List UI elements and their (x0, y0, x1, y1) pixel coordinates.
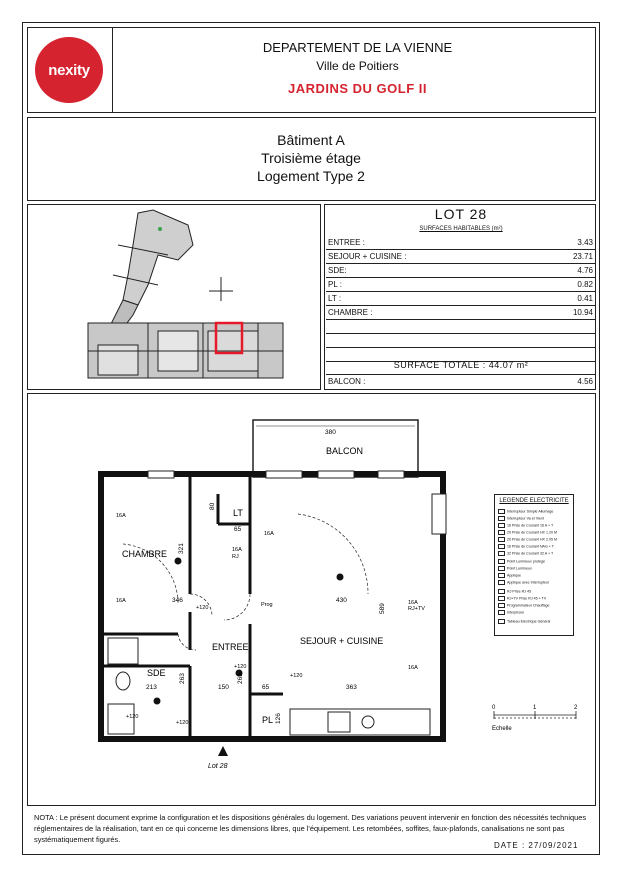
surface-label: LT : (328, 294, 342, 303)
scale-tick: 0 (492, 705, 496, 711)
electric-legend (494, 494, 574, 636)
lot-marker: Lot 28 (208, 763, 228, 770)
scale-tick: 2 (574, 705, 578, 711)
dim-balcony: 380 (325, 429, 336, 436)
legend-item: Point Lumineux protégé (498, 559, 545, 564)
balcony-label: BALCON : (328, 377, 366, 386)
surface-label: SEJOUR + CUISINE : (328, 252, 407, 261)
socket-label: +120 (290, 673, 303, 679)
scale-label: Echelle (492, 726, 512, 732)
dim-sejour-height: 589 (379, 603, 386, 614)
dim-lt-height: 80 (209, 502, 216, 510)
socket-label: +120 (234, 664, 247, 670)
dim-pl-sub: 126 (275, 713, 282, 724)
surface-row-empty (326, 334, 596, 348)
lot-subtitle: SURFACES HABITABLES (m²) (419, 226, 503, 232)
surface-value: 3.43 (577, 238, 593, 247)
legend-item: Interphone (498, 610, 524, 615)
legend-item: RJ Prise RJ 45 (498, 589, 531, 594)
socket-label: +120 (196, 605, 209, 611)
dim-entree-width: 150 (218, 684, 229, 691)
legend-item: Programmateur Chauffage (498, 603, 549, 608)
legend-item: Interrupteur Simple Allumage (498, 509, 553, 514)
project-title: JARDINS DU GOLF II (287, 81, 427, 96)
dim-kitchen-width: 363 (346, 684, 357, 691)
dim-chambre-width: 346 (172, 597, 183, 604)
surface-value: 10.94 (572, 308, 593, 317)
legend-item: 32 Prise de Courant 32 A + T (498, 551, 553, 556)
legend-item: Point Lumineux (498, 566, 532, 571)
surface-label: PL : (328, 280, 342, 289)
surface-value: 4.76 (577, 266, 593, 275)
building-line: Bâtiment A (277, 132, 345, 148)
socket-label: 16A (264, 531, 274, 537)
room-balcon: BALCON (326, 446, 364, 456)
socket-label: 16A (408, 665, 418, 671)
document-date: DATE : 27/09/2021 (494, 841, 579, 850)
room-pl: PL (262, 715, 274, 725)
legend-item: Applique avec Interrupteur (498, 580, 549, 585)
surface-row (326, 278, 596, 292)
dim-lt-width: 65 (234, 526, 242, 533)
room-entree: ENTREE (212, 642, 249, 652)
balcony-value: 4.56 (577, 377, 593, 386)
legend-item: Interrupteur Va et Vient (498, 516, 544, 521)
legend-item: 16 Prise de Courant NAG + T (498, 544, 554, 549)
surface-value: 0.41 (577, 294, 593, 303)
socket-label: +120 (176, 720, 189, 726)
legend-item: 20 Prise de Courant HX 2.05 M (498, 537, 557, 542)
dim-entree-height: 263 (237, 673, 244, 684)
nexity-logo: nexity (35, 37, 103, 103)
room-chambre: CHAMBRE (122, 549, 168, 559)
surface-row (326, 250, 596, 264)
room-sejour: SEJOUR + CUISINE (300, 636, 384, 646)
socket-prog: Prog (261, 602, 273, 608)
surface-row (326, 306, 596, 320)
room-sde: SDE (147, 668, 166, 678)
legend-item: Applique (498, 573, 521, 578)
legend-item: RJ+TV Prise RJ 45 + TV (498, 596, 546, 601)
socket-label: +120 (126, 714, 139, 720)
balcony-row (326, 374, 596, 388)
socket-label: 16A (408, 600, 418, 606)
socket-label: 16A (116, 513, 126, 519)
dim-chambre-height: 321 (178, 543, 185, 554)
dim-sejour-width: 430 (336, 597, 347, 604)
scale-tick: 1 (533, 705, 537, 711)
floor-line: Troisième étage (261, 150, 361, 166)
city-title: Ville de Poitiers (316, 59, 399, 73)
surface-label: SDE: (328, 266, 347, 275)
dim-pl-width: 65 (262, 684, 270, 691)
disclaimer-note: NOTA : Le présent document exprime la configuration et les dispositions générales du logement. Des variations peuvent intervenir en fonction des nécessités techniques réglementaires de la réalisation, tant en ce qui concerne les dimensions libres, que l'équipement. Les retombées, soffites, faux-plafonds, canalisations ne sont pas systématiquement figurés. (34, 813, 587, 844)
surface-row (326, 236, 596, 250)
dim-sde-height: 263 (179, 673, 186, 684)
lot-title: LOT 28 (434, 206, 488, 222)
type-line: Logement Type 2 (257, 168, 365, 184)
surface-row (326, 264, 596, 278)
key-plan (28, 205, 320, 389)
dim-sde-width: 213 (146, 684, 157, 691)
socket-label: 16A (116, 598, 126, 604)
room-lt: LT (233, 508, 243, 518)
surface-value: 0.82 (577, 280, 593, 289)
legend-title: LEGENDE ELECTRICITE (499, 498, 569, 504)
surface-total: SURFACE TOTALE : 44.07 m² (393, 360, 529, 370)
legend-item: 16 Prise de Courant 16 A + T (498, 523, 553, 528)
socket-label: 16A (232, 547, 242, 553)
legend-item: 20 Prise de Courant HX 1.20 M (498, 530, 557, 535)
surface-label: CHAMBRE : (328, 308, 373, 317)
socket-rj: RJ (232, 554, 239, 560)
socket-rjtv: RJ+TV (408, 606, 425, 612)
surface-row-empty (326, 320, 596, 334)
department-title: DEPARTEMENT DE LA VIENNE (262, 40, 453, 55)
surface-label: ENTREE : (328, 238, 365, 247)
surface-row (326, 292, 596, 306)
legend-item: Tableau Electrique Général (498, 619, 550, 624)
surface-value: 23.71 (572, 252, 593, 261)
